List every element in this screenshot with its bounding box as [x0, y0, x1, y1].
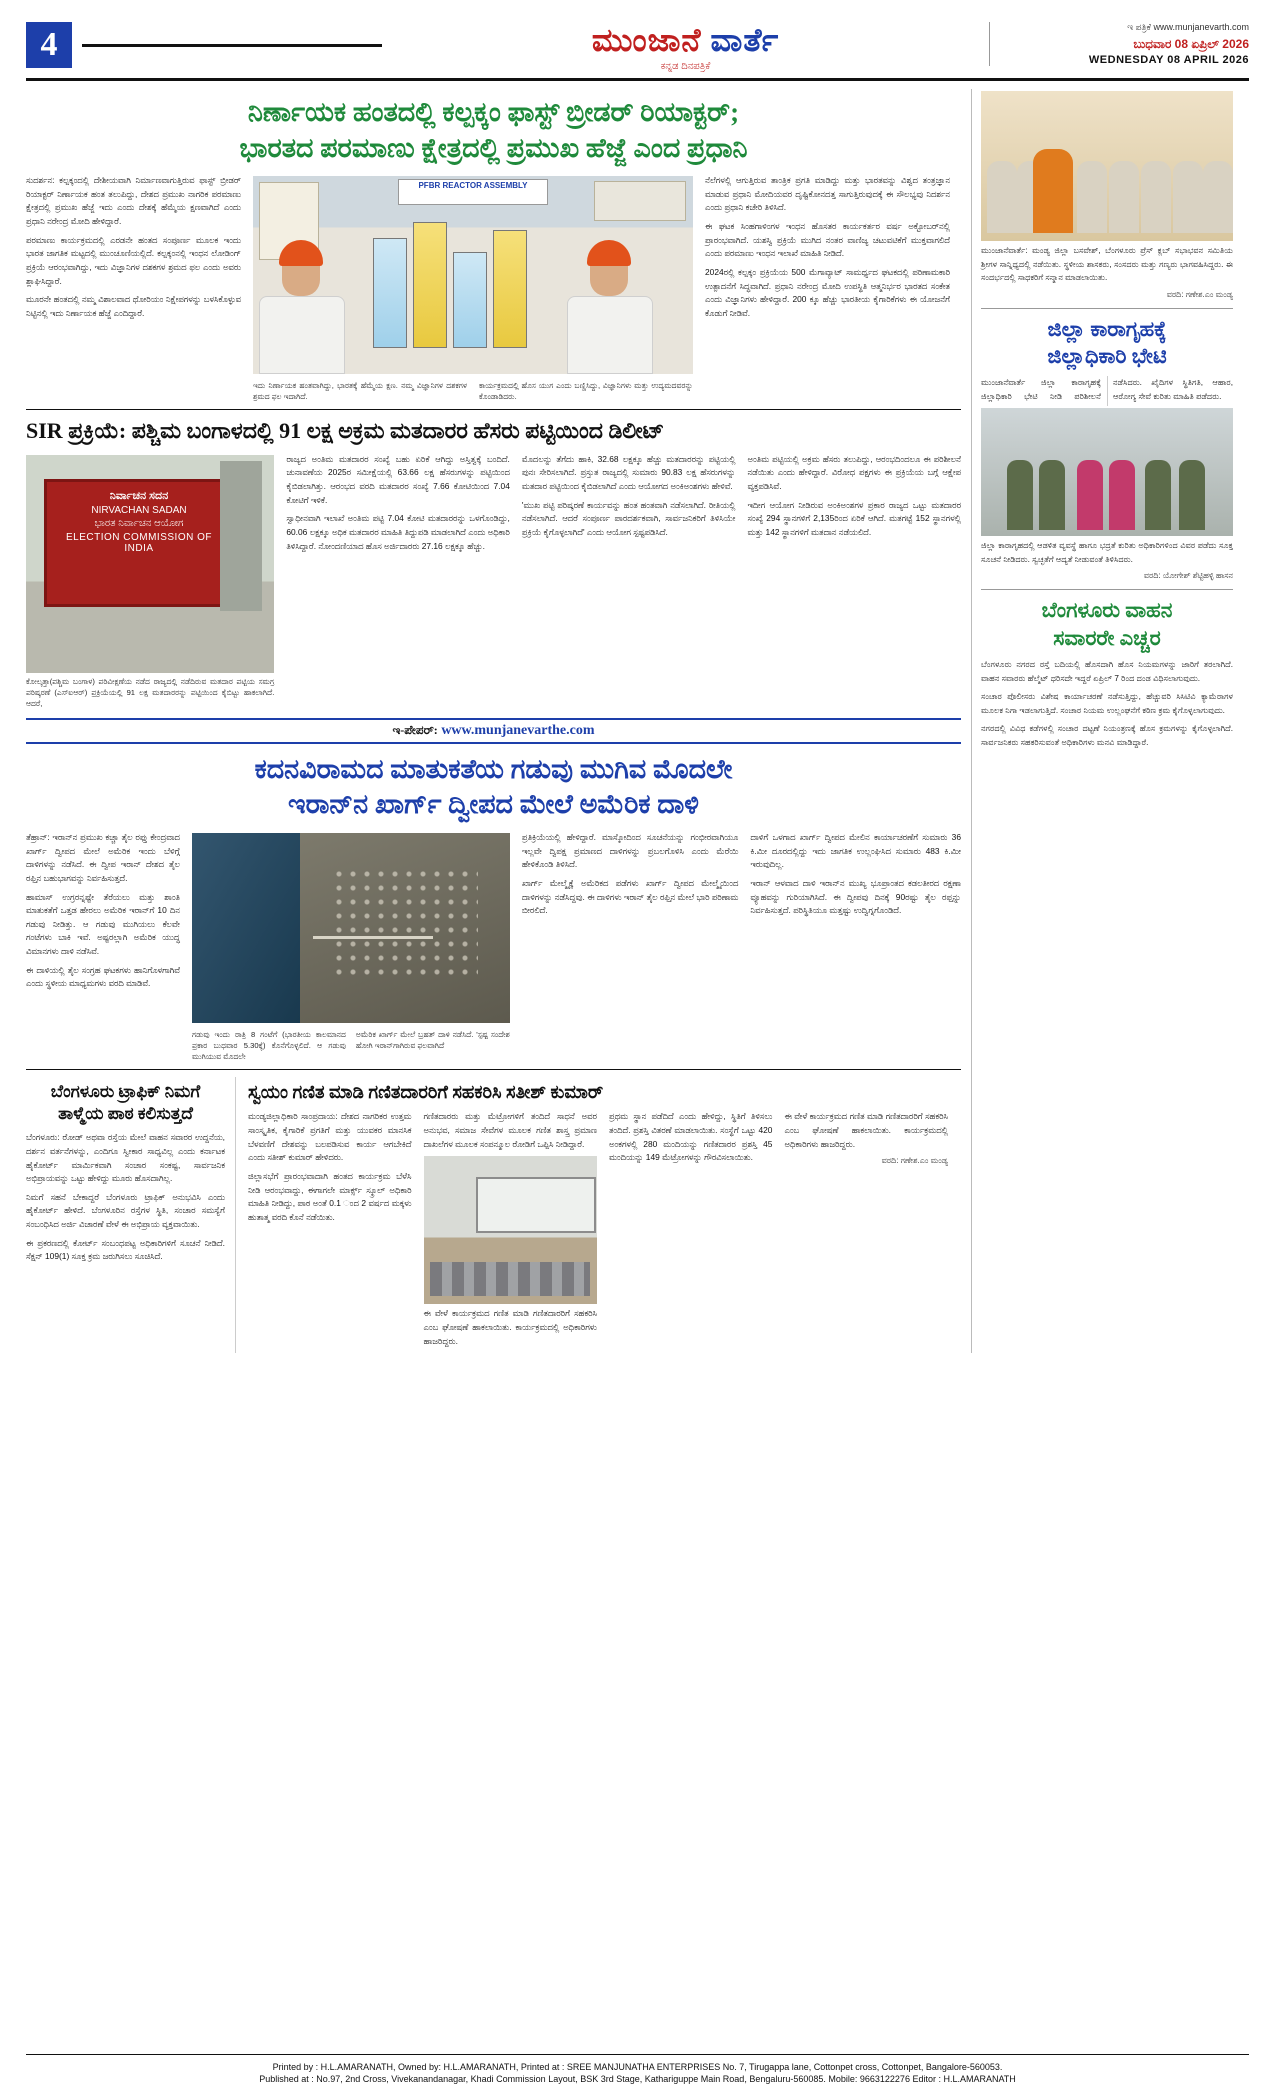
divider-2 [26, 1069, 961, 1070]
bottom-para-4: ಪ್ರಥಮ ಸ್ಥಾನ ಪಡೆದಿದೆ ಎಂದು ಹೇಳಿದ್ದು, ಸ್ಥಿತಿಗೆ ತಿಳಿಸಲು ತಂದಿದೆ. ಪ್ರಶಸ್ತಿ ವಿತರಣೆ ಮಾಡಲಾಯಿತು. ಸಂಸ್ಥೆಗೆ ಒಟ್ಟು 420 ಅಂಕಗಳಲ್ಲಿ 280 ಮಂದಿಯನ್ನು ಗಣಿತದಾರರ ಪ್ರಶಸ್ತಿ 45 ಮಂದಿಯನ್ನು 149 ಮೆಟ್ರೋಗಳನ್ನು ಗೌರವಿಸಲಾಯಿತು. [608, 1111, 773, 1163]
traffic-headline [26, 1081, 225, 1125]
bottom-headline: ಸ್ವಯಂ ಗಣಿತ ಮಾಡಿ ಗಣಿತದಾರರಿಗೆ ಸಹಕರಿಸಿ ಸತೀಶ್ ಕುಮಾರ್ [248, 1082, 604, 1103]
traffic-para-3: ಈ ಪ್ರಕರಣದಲ್ಲಿ ಕೋರ್ಟ್ ಸಂಬಂಧಪಟ್ಟ ಅಧಿಕಾರಿಗಳಿಗೆ ಸೂಚನೆ ನೀಡಿದೆ. ಸೆಕ್ಷನ್ 109(1) ಸೂಕ್ತ ಕ್ರಮ ಜರುಗಿಸಲು ಸೂಚಿಸಿದೆ. [26, 1237, 225, 1262]
iran-caption-right: ಅಮೆರಿಕ ಖಾರ್ಗ್ ಮೇಲೆ ಬ್ರಹತ್ ದಾಳಿ ನಡೆಸಿದೆ. 'ಸ್ಪಷ್ಟ ಸಂದೇಶ ಹೋಗಿ ಇರಾನ್‌ಗಾಗಿರುವ ಫಲವಾಗಿದೆ [355, 1030, 510, 1051]
iran-para-5: ಖಾರ್ಗ್ ಮೇಲ್ಮೈಕ್ಕೆ ಅಮೆರಿಕದ ಪಡೆಗಳು ಖಾರ್ಗ್ ದ್ವೀಪದ ಮೇಲ್ಮೈಯಿಂದ ದಾಳಿಗಳನ್ನು ನಡೆಸಿದ್ದವು. ಈ ದಾಳಿಗಳು ಇರಾನ್‌ ತೈಲ ರಫ್ತಿನ ಮೇಲೆ ಭಾರಿ ಪರಿಣಾಮ ಬೀರಲಿದೆ. [521, 877, 739, 916]
iran-headline [26, 752, 961, 823]
sir-headline-text: ಪ್ರಕ್ರಿಯೆ: ಪಶ್ಚಿಮ ಬಂಗಾಳದಲ್ಲಿ 91 ಲಕ್ಷ ಅಕ್ರಮ ಮತದಾರರ ಹೆಸರು ಪಟ್ಟಿಯಿಂದ ಡಿಲೀಟ್ [68, 418, 665, 444]
bottom-para-3: ಗಣಿತದಾರರು ಮತ್ತು ಮೆಟ್ರೋಗಳಿಗೆ ತಂದಿದೆ ಸಾಧನೆ ಅವರ ಅನುಭವ, ಸಮಾಜ ಸೇವೆಗಳ ಮೂಲಕ ಗಣಿತ ಶಾಸ್ತ್ರ ಪ್ರಮಾಣ ದಾಖಲೆಗಳ ಮೂಲಕ ಸಂಪನ್ಮೂಲ ರೋಡಿಗೆ ಒಪ್ಪಿಸಿ ನೀಡಿದ್ದಾರೆ. [423, 1111, 597, 1149]
iran-para-2: ಹಾಮಾಸ್ ಉಗ್ರರನ್ನಷ್ಟೇ ತೆರೆಯಲು ಮತ್ತು ಶಾಂತಿ ಮಾತುಕತೆಗೆ ಒತ್ತಡ ಹೇರಲು ಅಮೆರಿಕ ಇರಾನ್‌ಗೆ 10 ದಿನ ಗಡುವು ನೀಡಿತ್ತು. ಆ ಗಡುವು ಮುಗಿಯಲು ಕೆಲವೇ ಗಂಟೆಗಳು ಬಾಕಿ ಇವೆ. ಅಷ್ಟರಲ್ಲಾಗಿ ಅಮೆರಿಕ ಯುದ್ಧ ವಿಮಾನಗಳು ದಾಳಿ ನಡೆಸಿವೆ. [26, 891, 180, 956]
sir-para-6: ಇದೀಗ ಆಯೋಗ ನೀಡಿರುವ ಅಂಕಿಅಂಶಗಳ ಪ್ರಕಾರ ರಾಜ್ಯದ ಒಟ್ಟು ಮತದಾರರ ಸಂಖ್ಯೆ 294 ಸ್ಥಾನಗಳಿಗೆ 2,135ರಿಂದ ಏರಿಕೆ ಆಗಿದೆ. ಮತಗಟ್ಟೆ 152 ಸ್ಥಾನಗಳಲ್ಲಿ ಮತ್ತು 142 ಸ್ಥಾನಗಳಿಗೆ ಮತದಾನ ನಡೆಯಲಿದೆ. [747, 499, 962, 537]
iran-para-6: ದಾಳಿಗೆ ಒಳಗಾದ ಖಾರ್ಗ್ ದ್ವೀಪದ ಮೇಲಿನ ಕಾರ್ಯಾಚರಣೆಗೆ ಸುಮಾರು 36 ಕಿ.ಮೀ ದೂರದಲ್ಲಿದ್ದು ಇದು ಜಾಗತಿಕ ಉಲ್ಲಂಘಿಸಿದ ಸುಮಾರು 483 ಕಿ.ಮೀ ಇರುವುದಿಲ್ಲ. [750, 832, 961, 870]
masthead-website: ಇ ಪತ್ರಿಕೆ www.munjanevarth.com [1127, 22, 1249, 32]
lead-para-4: ನೆಲೆಗಳಲ್ಲಿ ಆಗುತ್ತಿರುವ ತಾಂತ್ರಿಕ ಪ್ರಗತಿ ಮಾಡಿದ್ದು ಮತ್ತು ಭಾರತವನ್ನು ವಿಶ್ವದ ತಂತ್ರಜ್ಞಾನ ಮಾಡುವ ಪ್ರಧಾನಿ ಮೋದಿಯವರ ದೃಷ್ಟಿಕೋನದತ್ತ ಸಾಗುತ್ತಿರುವುದಕ್ಕೆ ಈ ಸೌಲಭ್ಯವು ನಿದರ್ಶನ ಎಂದು ಪ್ರಧಾನಿ ಕಚೇರಿ ತಿಳಿಸಿದೆ. [705, 175, 950, 213]
bottom-photo [424, 1156, 597, 1304]
right-photo-1 [981, 91, 1233, 241]
page-body [26, 89, 1249, 1353]
traffic-para-2: ನಿಮಗೆ ಸಹನೆ ಬೇಕಾದ್ದರೆ ಬೆಂಗಳೂರು ಟ್ರಾಫಿಕ್ ಅನುಭವಿಸಿ ಎಂದು ಹೈಕೋರ್ಟ್ ಹೇಳಿದೆ. ಬೆಂಗಳೂರಿನ ರಸ್ತೆಗಳ ಸ್ಥಿತಿ, ಸಂಚಾರ ಸಮಸ್ಯೆಗೆ ಸಂಬಂಧಿಸಿದ ಅರ್ಜಿ ವಿಚಾರಣೆ ವೇಳೆ ಈ ಅಭಿಪ್ರಾಯ ವ್ಯಕ್ತವಾಯಿತು. [26, 1191, 225, 1229]
right-story-3-head-line2: ಸವಾರರೇ ಎಚ್ಚರ [1053, 625, 1161, 650]
eci-board-line4: ELECTION COMMISSION OF INDIA [65, 531, 212, 554]
lead-story [26, 95, 961, 402]
masthead-title-kn: ಮುಂಜಾನೆ [591, 22, 702, 58]
masthead-dateblock [989, 22, 1249, 66]
bottom-para-2: ಜಿಲ್ಲಾಸಭೆಗೆ ಪ್ರಾರಂಭವಾದಾಗಿ ಹಂತದ ಕಾರ್ಯಕ್ರಮ ಬೆಳೆಸಿ ನೀಡಿ ಆರಂಭವಾದ್ದು, ಈಗಾಗಲೇ ಮಾರ್ಕ್ಸ್ ಸ್ಕ್ರೂಲ್ ಅಧಿಕಾರಿ ಮಾಹಿತಿ ನೀಡಿದ್ದು, ಪಾಠ ಅಂತೆ 0.1 ಂದ 2 ವರ್ಷದ ಮಕ್ಕಳು ಹುತಾತ್ಮ ವರದಿ ಕೊನೆ ನಡೆಯಿತು. [248, 1170, 412, 1222]
sir-caption: ಕೋಲ್ಕತ್ತಾ(ಪಶ್ಚಿಮ ಬಂಗಾಳ) ಪರಿವೀಕ್ಷಣೆಯ ನಡೆದ ರಾಜ್ಯದಲ್ಲಿ ನಡೆದಿರುವ ಮತದಾರ ಪಟ್ಟಿಯ ಸಮಗ್ರ ಪರಿಷ್ಕರಣೆ (ಎಸ್‌ಐಆರ್) ಪ್ರಕ್ರಿಯೆಯಲ್ಲಿ 91 ಲಕ್ಷ ಮತದಾರರನ್ನು ಪಟ್ಟಿಯಿಂದ ಕೈಬಿಟ್ಟು ಹಾಕಲಾಗಿದೆ. ಆದರೆ, [26, 676, 275, 708]
right-divider-1 [981, 308, 1233, 309]
footer-line-1: Printed by : H.L.AMARANATH, Owned by: H.L.AMARANATH, Printed at : SREE MANJUNATHA ENTERPRISES No. 7, Tirugappa lane, Cottonpet cross, Cottonpet, Bangalore-560053. [272, 2062, 1003, 2072]
reactor-banner: PFBR REACTOR ASSEMBLY [398, 179, 548, 205]
epaper-url[interactable]: www.munjanevarthe.com [441, 722, 595, 738]
right-story-2-para-2: ಜಿಲ್ಲಾ ಕಾರಾಗೃಹದಲ್ಲಿ ಆಡಳಿತ ವ್ಯವಸ್ಥೆ ಹಾಗೂ ಭದ್ರತೆ ಕುರಿತು ಅಧಿಕಾರಿಗಳಿಂದ ವಿವರ ಪಡೆದು ಸೂಕ್ತ ಸೂಚನೆ ನೀಡಿದರು. ಸ್ವಚ್ಛತೆಗೆ ಆದ್ಯತೆ ನೀಡುವಂತೆ ತಿಳಿಸಿದರು. [981, 541, 1233, 564]
traffic-headline-line2: ತಾಳ್ಮೆಯ ಪಾಠ ಕಲಿಸುತ್ತದೆ [58, 1104, 193, 1124]
sir-headline [26, 417, 961, 446]
masthead-rule [82, 22, 382, 68]
right-photo-2 [981, 408, 1233, 536]
lead-headline-line1: ನಿರ್ಣಾಯಕ ಹಂತದಲ್ಲಿ ಕಲ್ಪಕ್ಕಂ ಫಾಸ್ಟ್ ಬ್ರೀಡರ್ ರಿಯಾಕ್ಟರ್; [247, 97, 740, 127]
iran-para-7: ಇರಾನ್ ಆಳವಾದ ದಾಳಿ ಇರಾನ್‌ನ ಮುಖ್ಯ ಭೂಪ್ರಾಂತದ ಕಡಲತೀರದ ರಕ್ಷಣಾ ವ್ಯೂಹವನ್ನು ಗುರಿಯಾಗಿಸಿದೆ. ಈ ದ್ವೀಪವು ದಿನಕ್ಕೆ 90ರಷ್ಟು ತೈಲ ರಫ್ತನ್ನು ನಿರ್ವಹಿಸುತ್ತದೆ. ಪರಿಸ್ಥಿತಿಯೂ ಮತ್ತಷ್ಟು ಉದ್ವಿಗ್ನಗೊಂಡಿದೆ. [750, 877, 961, 916]
bottom-para-5: ಈ ವೇಳೆ ಕಾರ್ಯಕ್ರಮದ ಗಣಿತ ಮಾಡಿ ಗಣಿತದಾರರಿಗೆ ಸಹಕರಿಸಿ ಎಂಬ ಘೋಷಣೆ ಹಾಕಲಾಯಿತು. ಕಾರ್ಯಕ್ರಮದಲ್ಲಿ ಅಧಿಕಾರಿಗಳು ಹಾಜರಿದ್ದರು. [423, 1308, 597, 1346]
epaper-strip[interactable] [26, 718, 961, 744]
lead-headline-line2: ಭಾರತದ ಪರಮಾಣು ಕ್ಷೇತ್ರದಲ್ಲಿ ಪ್ರಮುಖ ಹೆಜ್ಜೆ ಎಂದ ಪ್ರಧಾನಿ [239, 132, 748, 163]
right-photo-1-caption: ಮುಂಜಾನೆವಾರ್ತೆ: ಮಂಡ್ಯ ಜಿಲ್ಲಾ ಬಸವೇಶ್, ಬೆಂಗಳೂರು ಪ್ರೆಸ್ ಕ್ಲಬ್ ಸಭಾಭವನ ಸಮಿತಿಯ ಶ್ರೀಗಳ ಸಾನ್ನಿಧ್ಯದಲ್ಲಿ ನಡೆಯಿತು. ಸ್ಥಳೀಯ ಶಾಸಕರು, ಸಂಸದರು ಮತ್ತು ಗಣ್ಯರು ಭಾಗವಹಿಸಿದ್ದರು. ಈ ಸಂದರ್ಭದಲ್ಲಿ ಸಾಧಕರಿಗೆ ಸನ್ಮಾನ ಮಾಡಲಾಯಿತು. [981, 246, 1233, 283]
sir-para-2: ಸ್ವಾಧೀನವಾಗಿ ಇಲಾಖೆ ಅಂತಿಮ ಪಟ್ಟಿ 7.04 ಕೋಟಿ ಮತದಾರರನ್ನು ಒಳಗೊಂಡಿದ್ದು, 60.06 ಲಕ್ಷಕ್ಕೂ ಅಧಿಕ ಮತದಾರರ ಮಾಹಿತಿ ತಿದ್ದುಪಡಿ ಮಾಡಲಾಗಿದೆ ಎಂದು ಅಧಿಕಾರಿ ತಿಳಿಸಿದ್ದಾರೆ. ನೋಂದಣಿಯಾದ ಹೊಸ ಅರ್ಜಿದಾರರು 27.16 ಲಕ್ಷಕ್ಕೂ ಹೆಚ್ಚು. [286, 513, 510, 551]
right-story-3-headline [981, 597, 1233, 652]
eci-board-line1: ನಿರ್ವಾಚನ ಸದನ [109, 489, 169, 502]
sir-headline-prefix: SIR [26, 418, 63, 444]
right-column [971, 89, 1233, 1353]
iran-headline-line2: ಇರಾನ್‌ನ ಖಾರ್ಗ್ ದ್ವೀಪದ ಮೇಲೆ ಅಮೆರಿಕ ದಾಳಿ [288, 789, 699, 820]
traffic-para-1: ಬೆಂಗಳೂರು: ರೋಡ್ ಅಥವಾ ರಸ್ತೆಯ ಮೇಲೆ ವಾಹನ ಸವಾರರ ಉದ್ದನೆಯ, ದರ್ಶನ ವರ್ತನೆಗಳನ್ನು, ಎಂದಿಗೂ ಸ್ವೀಕಾರ ಸಾಧ್ಯವಿಲ್ಲ ಎಂದು ಕರ್ನಾಟಕ ಹೈಕೋರ್ಟ್ ಮಾರ್ಮಿಕವಾಗಿ ಸಂಚಾರ ಸಂಕಷ್ಟ, ಸಾರ್ವಜನಿಕ ಅಭಿಪ್ರಾಯವನ್ನು ಒಟ್ಟು ಹೇಳಿದ್ದು ಮೂರು ಹೊಸದಾಗಿಲ್ಲ. [26, 1132, 225, 1184]
masthead [26, 22, 1249, 81]
masthead-subtitle: ಕನ್ನಡ ದಿನಪತ್ರಿಕೆ [660, 61, 711, 72]
sir-para-3: ಮೊದಲನ್ನು ತೆಗೆದು ಹಾಕಿ, 32.68 ಲಕ್ಷಕ್ಕೂ ಹೆಚ್ಚು ಮತದಾರರನ್ನು ಪಟ್ಟಿಯಲ್ಲಿ ಪುನಃ ಸೇರಿಸಲಾಗಿದೆ. ಪ್ರಸ್ತುತ ರಾಜ್ಯದಲ್ಲಿ ಸುಮಾರು 90.83 ಲಕ್ಷ ಹೆಸರುಗಳನ್ನು ಮತದಾರ ಪಟ್ಟಿಯಿಂದ ಕೈಬಿಡಲಾಗಿದೆ ಎಂದು ಆಯೋಗದ ಅಂಕಿಅಂಶಗಳು ಹೇಳಿವೆ. [521, 453, 736, 492]
eci-board-line3: ಭಾರತ ನಿರ್ವಾಚನ ಆಯೋಗ [94, 517, 184, 529]
iran-para-1: ತೆಹ್ರಾನ್: ಇರಾನ್‌ನ ಪ್ರಮುಖ ಕಚ್ಚಾ ತೈಲ ರಫ್ತು ಕೇಂದ್ರವಾದ ಖಾರ್ಗ್ ದ್ವೀಪದ ಮೇಲೆ ಅಮೆರಿಕ ಇಂದು ಬೆಳಿಗ್ಗೆ ದಾಳಿಗಳನ್ನು ನಡೆಸಿದೆ. ಈ ದ್ವೀಪ ಇರಾನ್‌ ದೇಶದ ತೈಲ ರಫ್ತಿನ ಬಹುಭಾಗವನ್ನು ನಿರ್ವಹಿಸುತ್ತದೆ. [26, 832, 180, 883]
right-story-2-head-line1: ಜಿಲ್ಲಾ ಕಾರಾಗೃಹಕ್ಕೆ [1047, 316, 1167, 341]
lead-para-1: ಸುದರ್ಶನ: ಕಲ್ಪಕ್ಕಂದಲ್ಲಿ ದೇಶೀಯವಾಗಿ ನಿರ್ಮಾಣವಾಗುತ್ತಿರುವ ಫಾಸ್ಟ್ ಬ್ರೀಡರ್ ರಿಯಾಕ್ಟರ್ ನಿರ್ಣಾಯಕ ಹಂತ ತಲುಪಿದ್ದು, ದೇಶದ ಪ್ರಮುಖ ನಾಗರಿಕ ಪರಮಾಣು ಕ್ಷೇತ್ರದಲ್ಲಿ ಪ್ರಮುಖ ಹೆಜ್ಜೆ ಇದು ಎಂದು ದೇಶಕ್ಕೆ ಹೆಮ್ಮೆಯ ಕ್ಷಣವಾಗಿದೆ ಎಂದು ಪ್ರಧಾನಿ ನರೇಂದ್ರ ಮೋದಿ ಹೇಳಿದ್ದಾರೆ. [26, 175, 241, 227]
iran-caption-left: ಗಡುವು ಇಂದು ರಾತ್ರಿ 8 ಗಂಟೆಗೆ (ಭಾರತೀಯ ಕಾಲಮಾನದ ಪ್ರಕಾರ ಬುಧವಾರ 5.30ಕ್ಕೆ) ಕೊನೆಗೊಳ್ಳಲಿದೆ. ಆ ಗಡುವು ಮುಗಿಯುವ ಮೊದಲೇ [191, 1030, 346, 1062]
right-story-3-para-1: ಬೆಂಗಳೂರು ನಗರದ ರಸ್ತೆ ಬದಿಯಲ್ಲಿ ಹೊಸದಾಗಿ ಹೊಸ ನಿಯಮಗಳನ್ನು ಜಾರಿಗೆ ತರಲಾಗಿದೆ. ವಾಹನ ಸವಾರರು ಹೆಲ್ಮೆಟ್ ಧರಿಸದೇ ಇದ್ದರೆ ಏಪ್ರಿಲ್ 7 ರಿಂದ ದಂಡ ವಿಧಿಸಲಾಗುವುದು. [981, 659, 1233, 683]
lead-para-5: ಈ ಘಟಕ ಸಿಂಹಗಾಳಿಂಗಳ ಇಂಧನ ಹೊಸತರ ಕಾರ್ಯಕರ್ತರ ವರ್ಷ ಅಕ್ಟೋಬರ್‌ನಲ್ಲಿ ಪ್ರಾರಂಭವಾಗಿದೆ. ಯಶಸ್ವಿ ಪ್ರಕ್ರಿಯೆ ಮುಗಿದ ನಂತರ ವಾಣಿಜ್ಯ ಚಟುವಟಿಕೆಗೆ ಮುಕ್ತವಾಗಲಿದೆ ಎಂದು ಪರಮಾಣು ಇಂಧನ ಇಲಾಖೆ ಮಾಹಿತಿ ನೀಡಿದೆ. [705, 221, 950, 259]
iran-headline-line1: ಕದನವಿರಾಮದ ಮಾತುಕತೆಯ ಗಡುವು ಮುಗಿವ ಮೊದಲೇ [254, 753, 733, 784]
right-story-2-body [981, 376, 1233, 406]
right-story-2-headline [981, 316, 1233, 371]
masthead-title-kn2: ವಾರ್ತೆ [710, 22, 780, 58]
eci-board-line2: NIRVACHAN SADAN [91, 504, 187, 516]
right-story-2-para-1: ಮುಂಜಾನೆವಾರ್ತೆ ಜಿಲ್ಲಾ ಕಾರಾಗೃಹಕ್ಕೆ ಜಿಲ್ಲಾಧಿಕಾರಿ ಭೇಟಿ ನೀಡಿ ಪರಿಶೀಲನೆ ನಡೆಸಿದರು. ಖೈದಿಗಳ ಸ್ಥಿತಿಗತಿ, ಆಹಾರ, ಆರೋಗ್ಯ ಸೇವೆ ಕುರಿತು ಮಾಹಿತಿ ಪಡೆದರು. [981, 378, 1233, 402]
bottom-byline: ವರದಿ: ಗಣೇಶ.ಎಂ ಮಂಡ್ಯ [881, 1156, 948, 1166]
iran-para-3: ಈ ದಾಳಿಯಲ್ಲಿ ತೈಲ ಸಂಗ್ರಹ ಘಟಕಗಳು ಹಾನಿಗೊಳಗಾಗಿವೆ ಎಂದು ಸ್ಥಳೀಯ ಮಾಧ್ಯಮಗಳು ವರದಿ ಮಾಡಿವೆ. [26, 964, 180, 989]
lead-caption-left: ಇದು ನಿರ್ಣಾಯಕ ಹಂತವಾಗಿದ್ದು, ಭಾರತಕ್ಕೆ ಹೆಮ್ಮೆಯ ಕ್ಷಣ. ನಮ್ಮ ವಿಜ್ಞಾನಿಗಳ ದಶಕಗಳ ಶ್ರಮದ ಫಲ ಇದಾಗಿದೆ. [253, 381, 467, 402]
epaper-label: ಇ-ಪೇಪರ್: [392, 722, 438, 737]
right-story-2-head-line2: ಜಿಲ್ಲಾಧಿಕಾರಿ ಭೇಟಿ [1047, 344, 1167, 369]
lead-para-6: 2024ರಲ್ಲಿ ಕಲ್ಪಕ್ಕಂ ಪ್ರಕ್ರಿಯೆಯ 500 ಮೆಗಾವ್ಯಾಟ್ ಸಾಮರ್ಥ್ಯದ ಘಟಕದಲ್ಲಿ ಪರಿಣಾಮಕಾರಿ ಉತ್ಪಾದನೆಗೆ ಸಿದ್ಧವಾಗಿದೆ. ಪ್ರಧಾನಿ ನರೇಂದ್ರ ಮೋದಿ ಉಪಸ್ಥಿತಿ ಆತ್ಮನಿರ್ಭರ ಭಾರತದ ಸಂಕೇತ ಎಂದು ವಿಜ್ಞಾನಿಗಳು ಹೇಳಿದ್ದಾರೆ. 200 ಕ್ಕೂ ಹೆಚ್ಚು ಭಾರತೀಯ ಕೈಗಾರಿಕೆಗಳು ಈ ಯೋಜನೆಗೆ ಕೊಡುಗೆ ನೀಡಿವೆ. [705, 266, 950, 318]
right-story-3-para-3: ನಗರದಲ್ಲಿ ವಿವಿಧ ಕಡೆಗಳಲ್ಲಿ ಸಂಚಾರ ದಟ್ಟಣೆ ನಿಯಂತ್ರಣಕ್ಕೆ ಹೊಸ ಕ್ರಮಗಳನ್ನು ಕೈಗೊಳ್ಳಲಾಗಿದೆ. ಸಾರ್ವಜನಿಕರು ಸಹಕರಿಸುವಂತೆ ಅಧಿಕಾರಿಗಳು ಮನವಿ ಮಾಡಿದ್ದಾರೆ. [981, 724, 1233, 747]
bottom-para-6: ಈ ವೇಳೆ ಕಾರ್ಯಕ್ರಮದ ಗಣಿತ ಮಾಡಿ ಗಣಿತದಾರರಿಗೆ ಸಹಕರಿಸಿ ಎಂಬ ಘೋಷಣೆ ಹಾಕಲಾಯಿತು. ಕಾರ್ಯಕ್ರಮದಲ್ಲಿ ಅಧಿಕಾರಿಗಳು ಹಾಜರಿದ್ದರು. [784, 1111, 948, 1149]
iran-para-4: ಪ್ರತಿಕ್ರಿಯೆಯಲ್ಲಿ ಹೇಳಿದ್ದಾರೆ. ಮಾಸ್ಕೋದಿಂದ ಸೂಚನೆಯನ್ನು ಗಂಭೀರವಾಗಿಯೂ ಇಲ್ಲವೇ ದ್ವಿಪಕ್ಷ ಪ್ರಮಾಣದ ದಾಳಿಗಳನ್ನು ಪ್ರಬಲಗೊಳಿಸಿ ಎಂದು ಮೆರೆಯಿ ಹೇಳಿಕೊಂಡಿ ತಿಳಿಸಿದೆ. [521, 832, 739, 870]
sir-story [26, 417, 961, 709]
divider-1 [26, 409, 961, 410]
sir-photo [26, 455, 274, 673]
main-column [26, 89, 961, 1353]
eci-board [44, 479, 234, 607]
right-story-3-para-2: ಸಂಚಾರ ಪೊಲೀಸರು ವಿಶೇಷ ಕಾರ್ಯಾಚರಣೆ ನಡೆಸುತ್ತಿದ್ದು, ಹೆಚ್ಚುವರಿ ಸಿಸಿಟಿವಿ ಕ್ಯಾಮೆರಾಗಳ ಮೂಲಕ ನಿಗಾ ಇಡಲಾಗುತ್ತಿದೆ. ಸಂಚಾರ ನಿಯಮ ಉಲ್ಲಂಘನೆಗೆ ಕಠಿಣ ಕ್ರಮ ಕೈಗೊಳ್ಳಲಾಗುವುದು. [981, 692, 1233, 715]
right-divider-2 [981, 589, 1233, 590]
right-story-3-head-line1: ಬೆಂಗಳೂರು ವಾಹನ [1041, 598, 1173, 623]
page-number: 4 [26, 22, 72, 68]
masthead-date-en: WEDNESDAY 08 APRIL 2026 [1088, 54, 1249, 66]
iran-story [26, 752, 961, 1062]
masthead-title [392, 22, 979, 72]
right-story-2-byline: ವರದಿ: ಯೋಗೇಶ್ ಶೆಟ್ಟಿಹಳ್ಳಿ ಹಾಸನ [1143, 571, 1233, 581]
lead-para-2: ಪರಮಾಣು ಕಾರ್ಯಕ್ರಮದಲ್ಲಿ ಎರಡನೇ ಹಂತದ ಸಂಪೂರ್ಣ ಮೂಲಕ ಇಂದು ಭಾರತ ಜಾಗತಿಕ ಮಟ್ಟದಲ್ಲಿ ಮುಂಚೂಣಿಯಲ್ಲಿದೆ. ಕಲ್ಪಕ್ಕಂನಲ್ಲಿ ಇಂಧನ ಲೋಡಿಂಗ್ ಪ್ರಕ್ರಿಯೆ ಆರಂಭವಾಗಿದ್ದು, ಇದು ವಿಜ್ಞಾನಿಗಳ ದಶಕಗಳ ಶ್ರಮದ ಫಲ ಎಂದು ಅವರು ಶ್ಲಾಘಿಸಿದ್ದಾರೆ. [26, 234, 241, 286]
lead-photo [253, 176, 693, 374]
sir-para-4: 'ಮುಖ ಪಟ್ಟಿ ಪರಿಷ್ಕರಣೆ ಕಾರ್ಯವನ್ನು ಹಂತ ಹಂತವಾಗಿ ನಡೆಸಲಾಗಿದೆ. ರೀತಿಯಲ್ಲಿ ನಡೆಸಲಾಗಿದೆ. ಆದರೆ ಸಂಪೂರ್ಣ ಪಾರದರ್ಶಕವಾಗಿ, ಸಾರ್ವಜನಿಕರಿಗೆ ತಿಳಿಸಿಯೇ ಪ್ರಕ್ರಿಯೆ ಕೈಗೊಳ್ಳಲಾಗಿದೆ' ಎಂದು ಆಯೋಗ ಸ್ಪಷ್ಟಪಡಿಸಿದೆ. [521, 499, 736, 537]
traffic-story [26, 1077, 236, 1353]
lead-caption-right: ಕಾರ್ಯಕ್ರಮದಲ್ಲಿ ಹೊಸ ಯುಗ ಎಂದು ಬಣ್ಣಿಸಿದ್ದು, ವಿಜ್ಞಾನಿಗಳು ಮತ್ತು ಉದ್ಯಮದವರನ್ನು ಕೊಂಡಾಡಿದರು. [479, 381, 693, 402]
page-footer [26, 2054, 1249, 2086]
iran-satellite-photo [192, 833, 510, 1023]
sir-para-1: ರಾಜ್ಯದ ಅಂತಿಮ ಮತದಾರರ ಸಂಖ್ಯೆ ಬಹು ಏರಿಕೆ ಆಗಿದ್ದು ಅಸ್ತಿತ್ವಕ್ಕೆ ಬಂದಿದೆ. ಚುನಾವಣೆಯ 2025ರ ಸಮೀಕ್ಷೆಯಲ್ಲಿ 63.66 ಲಕ್ಷ ಹೆಸರುಗಳನ್ನು ಪಟ್ಟಿಯಿಂದ ಕೈಬಿಡಲಾಗಿತ್ತು. ಆರಂಭದ ವರದಿ ಮತದಾರರ ಸಂಖ್ಯೆ 7.66 ಕೋಟಿಯಿಂದ 7.04 ಕೋಟಿಗೆ ಇಳಿಕೆ. [286, 453, 510, 505]
bottom-row [26, 1077, 961, 1353]
footer-line-2: Published at : No.97, 2nd Cross, Vivekanandanagar, Khadi Commission Layout, BSK 3rd Stage, Kathariguppe Main Road, Bengaluru-560085. Mobile: 9663122276 Editor : H.L.AMARANATH [259, 2074, 1016, 2084]
lead-headline [26, 95, 961, 166]
bottom-para-1: ಮಂಡ್ಯಜಿಲ್ಲಾಧಿಕಾರಿ ಸಾಂಪ್ರದಾಯ: ದೇಶದ ನಾಗರಿಕರ ಉತ್ತಮ ಸಾಂಸ್ಕೃತಿಕ, ಕೈಗಾರಿಕೆ ಪ್ರಗತಿಗೆ ಮತ್ತು ಯುವಕರ ಮಾನಸಿಕ ಬೆಳವಣಿಗೆ ದೇಶವನ್ನು ಬಲಪಡಿಸುವ ಕಾರ್ಯ ಆಗಬೇಕಿದೆ ಎಂದು ಸತೀಶ್ ಕುಮಾರ್ ಹೇಳಿದರು. [248, 1111, 412, 1163]
masthead-date-kn: ಬುಧವಾರ 08 ಏಪ್ರಿಲ್ 2026 [1133, 37, 1249, 51]
traffic-headline-line1: ಬೆಂಗಳೂರು ಟ್ರಾಫಿಕ್ ನಿಮಗೆ [50, 1082, 201, 1102]
bottom-story [248, 1077, 948, 1353]
sir-para-5: ಅಂತಿಮ ಪಟ್ಟಿಯಲ್ಲಿ ಅಕ್ರಮ ಹೆಸರು ತಲುಪಿದ್ದು, ಆರಂಭದಿಂದಲೂ ಈ ಪರಿಶೀಲನೆ ನಡೆಯಿತು ಎಂದು ಹೇಳಿದ್ದಾರೆ. ವಿರೋಧ ಪಕ್ಷಗಳು ಈ ಪ್ರಕ್ರಿಯೆಯ ಬಗ್ಗೆ ಆಕ್ಷೇಪ ವ್ಯಕ್ತಪಡಿಸಿವೆ. [747, 453, 962, 492]
lead-para-3: ಮೂರನೇ ಹಂತದಲ್ಲಿ ನಮ್ಮ ವಿಶಾಲವಾದ ಥೋರಿಯಂ ನಿಕ್ಷೇಪಗಳನ್ನು ಬಳಸಿಕೊಳ್ಳುವ ನಿಟ್ಟಿನಲ್ಲಿ ಇದು ನಿರ್ಣಾಯಕ ಹೆಜ್ಜೆ ಎಂದಿದ್ದಾರೆ. [26, 294, 241, 318]
right-photo-1-byline: ವರದಿ: ಗಣೇಶ.ಎಂ ಮಂಡ್ಯ [1166, 289, 1233, 299]
